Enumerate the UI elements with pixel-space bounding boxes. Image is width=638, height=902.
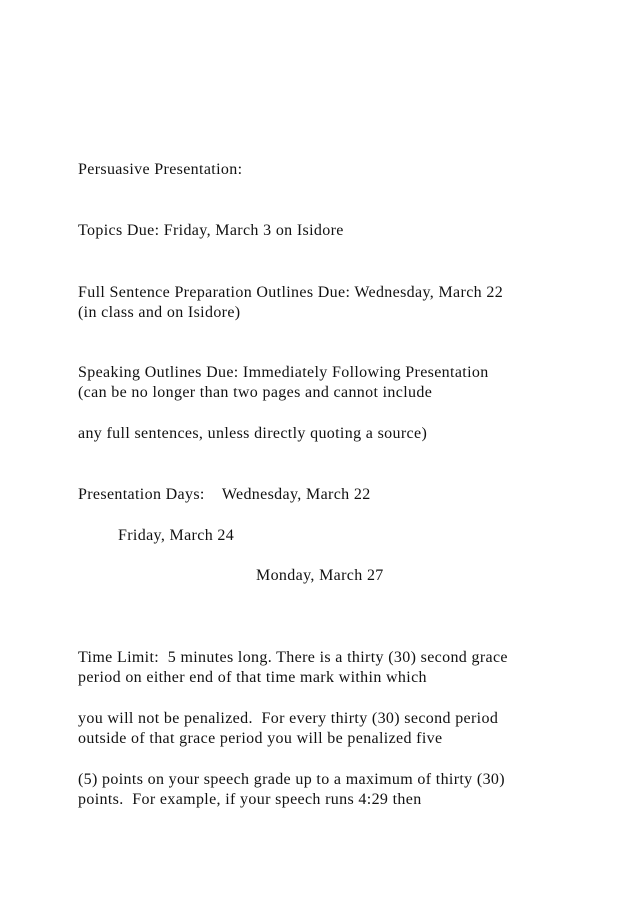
time-limit-line-6: points. For example, if your speech runs 4:29 then	[78, 791, 422, 808]
time-limit-line-5: (5) points on your speech grade up to a maximum of thirty (30)	[78, 771, 505, 788]
outline-due-line-2: (in class and on Isidore)	[78, 304, 241, 321]
time-limit-line-4: outside of that grace period you will be penalized five	[78, 730, 443, 747]
speaking-outline-line-2: (can be no longer than two pages and cannot include	[78, 384, 433, 401]
time-limit-line-1: Time Limit: 5 minutes long. There is a thirty (30) second grace	[78, 649, 508, 666]
presentation-day-2: Friday, March 24	[118, 527, 235, 544]
presentation-days-line: Presentation Days: Wednesday, March 22	[78, 486, 371, 503]
document-title: Persuasive Presentation:	[78, 161, 243, 178]
time-limit-line-2: period on either end of that time mark within which	[78, 669, 427, 686]
speaking-outline-line-1: Speaking Outlines Due: Immediately Following Presentation	[78, 364, 489, 381]
outline-due-line-1: Full Sentence Preparation Outlines Due: Wednesday, March 22	[78, 284, 504, 301]
topics-due-line: Topics Due: Friday, March 3 on Isidore	[78, 222, 344, 239]
presentation-day-3: Monday, March 27	[256, 567, 384, 584]
speaking-outline-line-3: any full sentences, unless directly quoting a source)	[78, 425, 428, 442]
time-limit-line-3: you will not be penalized. For every thirty (30) second period	[78, 710, 499, 727]
